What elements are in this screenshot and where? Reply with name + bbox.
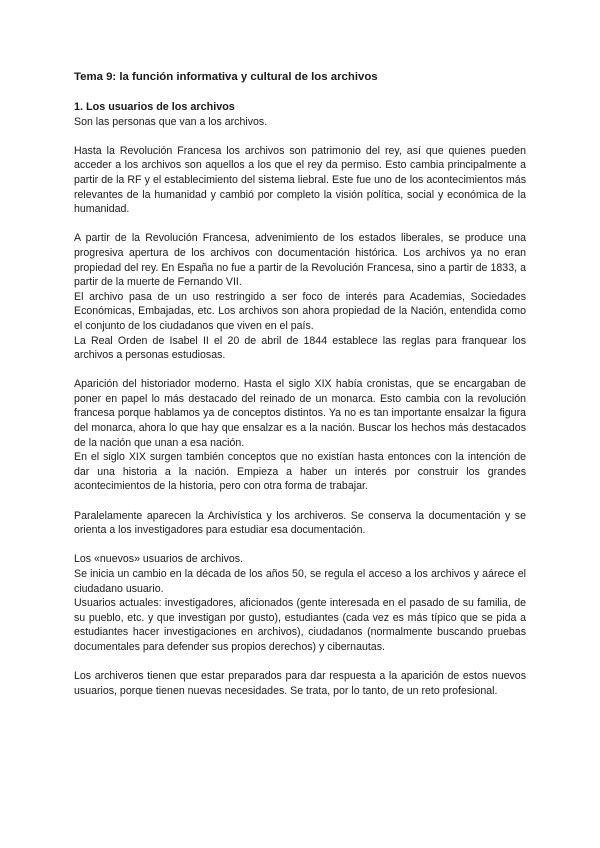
paragraph-spacer [74, 217, 526, 232]
paragraph-spacer [74, 129, 526, 144]
paragraph: Los archiveros tienen que estar preparados para dar respuesta a la aparición de estos nuevos usuarios, porque tienen nuevas necesidades. Se trata, por lo tanto, de un reto profesional. [74, 670, 526, 697]
section-intro: Son las personas que van a los archivos. [74, 115, 268, 128]
document-title: Tema 9: la función informativa y cultural de los archivos [74, 71, 378, 83]
paragraph: Aparición del historiador moderno. Hasta el siglo XIX había cronistas, que se encargaban de poner en papel lo más destacado del reinado de un monarca. Esto cambia con la revolución francesa porque hablamos ya de conceptos distintos. Ya no es tan importante ensalzar la figura del monarca, ahora lo que hay que ensalzar es a la nación. Buscar los hechos más destacados de la nación que unan a esa nación. [74, 378, 526, 449]
paragraph-spacer [74, 363, 526, 378]
paragraph: La Real Orden de Isabel II el 20 de abril de 1844 establece las reglas para franquear los archivos a personas estudiosas. [74, 334, 526, 362]
paragraph: En el siglo XIX surgen también conceptos que no existían hasta entonces con la intención de dar una historia a la nación. Empieza a haber un interés por construir los grandes acontecimientos de la historia, pero con otra forma de trabajar. [74, 451, 526, 493]
subsection-label: Los «nuevos» usuarios de archivos. [74, 553, 244, 566]
paragraph: Usuarios actuales: investigadores, aficionados (gente interesada en el pasado de su familia, de su pueblo, etc. y que investigan por gusto), estudiantes (cada vez es más típico que se pida a estudiantes hacer investigaciones en archivos), ciudadanos (normalmente buscando pruebas documentales para defender sus propios derechos) y cibernautas. [74, 597, 526, 653]
section-heading: 1. Los usuarios de los archivos [74, 101, 235, 113]
paragraph: Hasta la Revolución Francesa los archivos son patrimonio del rey, así que quienes pueden acceder a los archivos son aquellos a los que el rey da permiso. Esto cambia principalmente a partir de la RF y el establecimiento del sistema liebral. Este fue uno de los acontecimientos más relevantes de la humanidad y cambió por completo la visión política, social y económica de la humanidad. [74, 144, 526, 216]
paragraph-spacer [74, 655, 526, 670]
document-page [74, 70, 526, 698]
paragraph: Paralelamente aparecen la Archivística y los archiveros. Se conserva la documentación y se orienta a los investigadores para estudiar esa documentación. [74, 509, 526, 537]
paragraph-spacer [74, 494, 526, 509]
paragraph-spacer [74, 538, 526, 553]
paragraph: Se inicia un cambio en la década de los años 50, se regula el acceso a los archivos y aárece el ciudadano usuario. [74, 568, 526, 595]
paragraph: A partir de la Revolución Francesa, advenimiento de los estados liberales, se produce una progresiva apertura de los archivos con documentación histórica. Los archivos ya no eran propiedad del rey. En España no fue a partir de la Revolución Francesa, sino a partir de 1833, a partir de la muerte de Fernando VII. [74, 232, 526, 289]
paragraph: El archivo pasa de un uso restringido a ser foco de interés para Academias, Sociedades Económicas, Embajadas, etc. Los archivos son ahora propiedad de la Nación, entendida como el conjunto de los ciudadanos que viven en el país. [74, 290, 526, 332]
